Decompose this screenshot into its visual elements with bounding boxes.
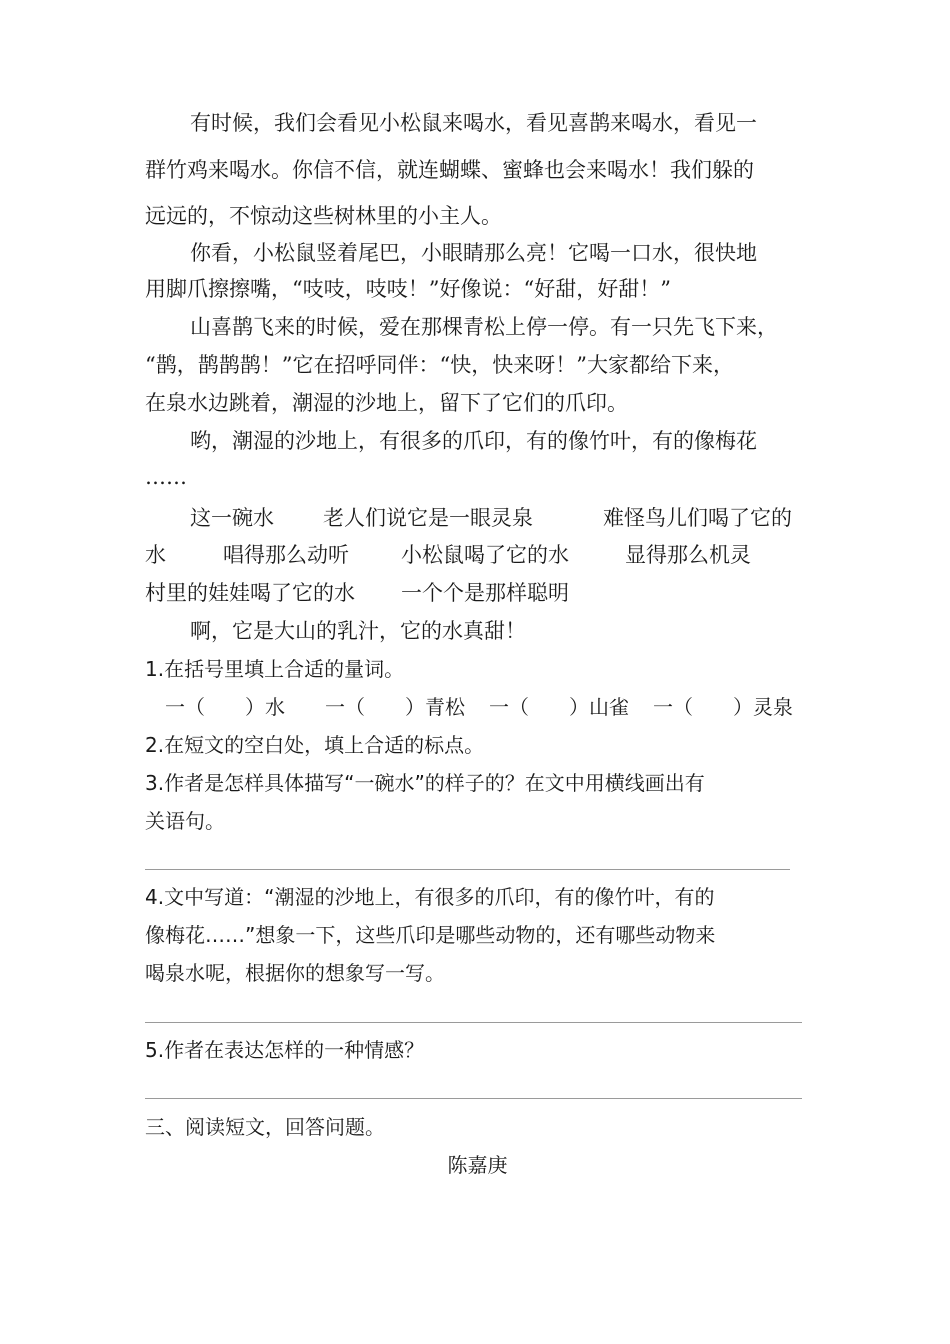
passage-title: 陈嘉庚 <box>447 1153 508 1177</box>
phrase: 老人们说它是一眼灵泉 <box>323 506 533 530</box>
phrase: 这一碗水 <box>190 506 274 530</box>
phrase: 显得那么机灵 <box>625 543 751 567</box>
passage-line: 群竹鸡来喝水。你信不信，就连蝴蝶、蜜蜂也会来喝水！我们躲的 <box>145 158 754 182</box>
phrase: 水 <box>145 543 166 567</box>
passage-line: 你看，小松鼠竖着尾巴，小眼睛那么亮！它喝一口水，很快地 <box>190 241 757 265</box>
blank-punctuation-line <box>145 578 810 608</box>
answer-line[interactable] <box>145 869 790 870</box>
passage-line: 在泉水边跳着，潮湿的沙地上，留下了它们的爪印。 <box>145 391 628 415</box>
question-3-line: 关语句。 <box>145 809 225 833</box>
answer-line[interactable] <box>145 1098 802 1099</box>
question-1-prompt: 1.在括号里填上合适的量词。 <box>145 657 405 681</box>
blank-punctuation-line <box>145 503 810 533</box>
passage-line: 啊，它是大山的乳汁，它的水真甜！ <box>190 619 526 643</box>
measure-word-blank[interactable]: 一（ ）山雀 <box>489 695 629 719</box>
measure-word-blank[interactable]: 一（ ）青松 <box>325 695 465 719</box>
question-4-line: 喝泉水呢，根据你的想象写一写。 <box>145 961 445 985</box>
passage-line: 哟，潮湿的沙地上，有很多的爪印，有的像竹叶，有的像梅花 <box>190 429 757 453</box>
question-4-line: 4.文中写道：“潮湿的沙地上，有很多的爪印，有的像竹叶，有的 <box>145 885 715 909</box>
passage-line: …… <box>145 465 187 489</box>
measure-word-blank[interactable]: 一（ ）水 <box>165 695 285 719</box>
question-4-line: 像梅花……”想象一下，这些爪印是哪些动物的，还有哪些动物来 <box>145 923 716 947</box>
phrase: 一个个是那样聪明 <box>401 581 569 605</box>
question-3-line: 3.作者是怎样具体描写“一碗水”的样子的？在文中用横线画出有 <box>145 771 705 795</box>
passage-line: “鹊，鹊鹊鹊！”它在招呼同伴：“快，快来呀！”大家都给下来， <box>145 353 734 377</box>
phrase: 小松鼠喝了它的水 <box>401 543 569 567</box>
section-heading: 三、阅读短文，回答问题。 <box>145 1115 385 1139</box>
passage-line: 山喜鹊飞来的时候，爱在那棵青松上停一停。有一只先飞下来， <box>190 315 778 339</box>
blank-punctuation-line <box>145 540 810 570</box>
passage-line: 有时候，我们会看见小松鼠来喝水，看见喜鹊来喝水，看见一 <box>190 111 757 135</box>
question-1-items <box>145 692 810 722</box>
passage-line: 用脚爪擦擦嘴，“吱吱，吱吱！”好像说：“好甜，好甜！” <box>145 277 671 301</box>
phrase: 难怪鸟儿们喝了它的 <box>603 506 792 530</box>
measure-word-blank[interactable]: 一（ ）灵泉 <box>653 695 793 719</box>
phrase: 唱得那么动听 <box>223 543 349 567</box>
question-5: 5.作者在表达怎样的一种情感？ <box>145 1038 425 1062</box>
phrase: 村里的娃娃喝了它的水 <box>145 581 355 605</box>
answer-line[interactable] <box>145 1022 802 1023</box>
passage-line: 远远的，不惊动这些树林里的小主人。 <box>145 204 502 228</box>
question-2: 2.在短文的空白处，填上合适的标点。 <box>145 733 485 757</box>
